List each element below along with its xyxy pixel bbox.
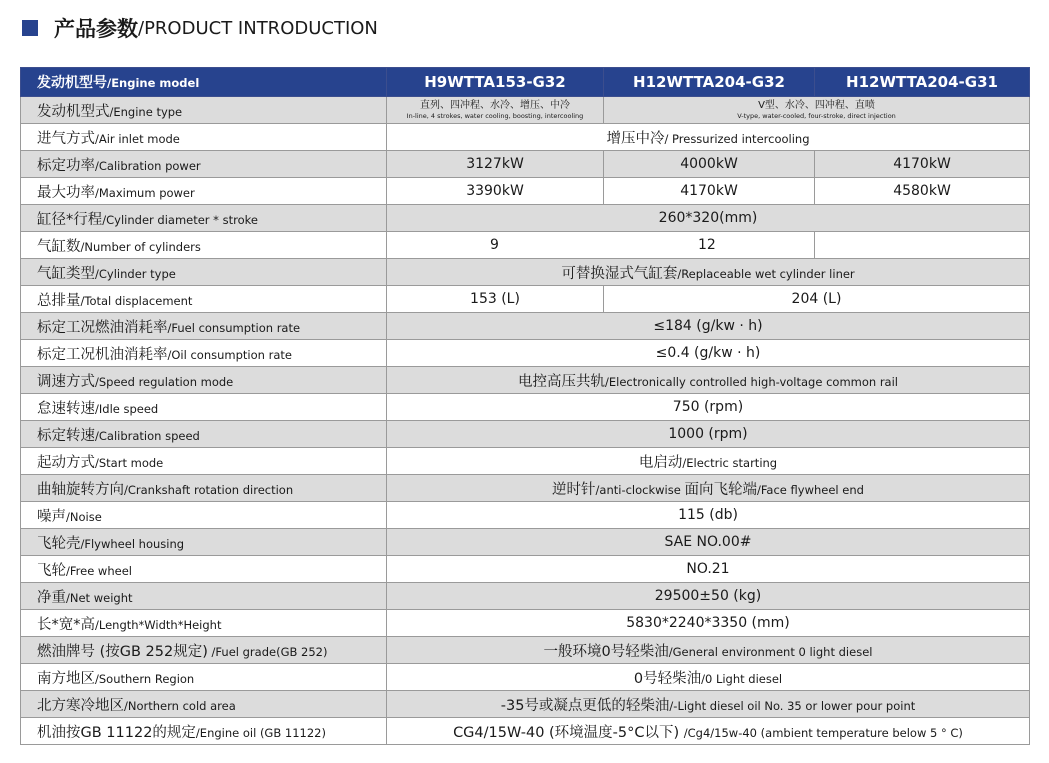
value-cn: 面向飞轮端	[684, 481, 757, 498]
value: 9	[490, 237, 499, 253]
label-cn: 标定工况燃油消耗率	[37, 319, 168, 336]
cell: ≤184 (g/kw · h)	[387, 313, 1030, 340]
table-row	[21, 394, 1030, 421]
row-label	[21, 286, 387, 313]
value-en: /Electronically controlled high-voltage common rail	[605, 374, 898, 389]
label-en: /Fuel consumption rate	[167, 320, 301, 335]
value-cn: 0号轻柴油	[633, 670, 702, 687]
value-cn: 增压中冷	[606, 130, 665, 147]
table-row	[21, 610, 1030, 637]
value-en: /-Light diesel oil No. 35 or lower pour point	[669, 698, 916, 713]
table-row	[21, 475, 1030, 502]
table-row	[21, 691, 1030, 718]
label-en: /Start mode	[95, 455, 164, 470]
value-cn: 电启动	[638, 454, 683, 471]
header-model-1: H9WTTA153-G32	[387, 68, 604, 97]
title-cn: 产品参数	[54, 17, 138, 41]
cell: 750 (rpm)	[387, 394, 1030, 421]
label-cn: 发动机型式	[37, 103, 110, 120]
label-cn: 曲轴旋转方向	[37, 481, 124, 498]
cell: 260*320(mm)	[387, 205, 1030, 232]
label-cn: 飞轮壳	[37, 535, 81, 552]
value: 12	[698, 237, 716, 253]
cell: ≤0.4 (g/kw · h)	[387, 340, 1030, 367]
value-en: In-line, 4 strokes, water cooling, boosting, intercooling	[406, 111, 584, 120]
label-cn: 机油按GB 11122的规定	[37, 724, 196, 741]
row-label	[21, 205, 387, 232]
label-en: /Flywheel housing	[80, 536, 185, 551]
value-en: /General environment 0 light diesel	[668, 644, 873, 659]
cell: 3127kW	[387, 151, 604, 178]
value-en: /Cg4/15w-40 (ambient temperature below 5 ° C)	[683, 725, 963, 740]
table-row	[21, 664, 1030, 691]
value-en: /0 Light diesel	[701, 671, 783, 686]
value-cn: 一般环境0号轻柴油	[543, 643, 669, 660]
table-row	[21, 205, 1030, 232]
title-en: /PRODUCT INTRODUCTION	[138, 17, 378, 39]
value-en: /anti-clockwise	[595, 482, 685, 497]
value-en: /Replaceable wet cylinder liner	[677, 266, 855, 281]
cell	[604, 97, 1030, 124]
label-en: /Speed regulation mode	[95, 374, 234, 389]
label-cn: 调速方式	[37, 373, 95, 390]
row-label	[21, 556, 387, 583]
table-row	[21, 556, 1030, 583]
value-en: / Pressurized intercooling	[664, 131, 810, 146]
cell	[387, 259, 1030, 286]
row-label	[21, 448, 387, 475]
cell: 4580kW	[815, 178, 1030, 205]
label-en: /Calibration speed	[95, 428, 200, 443]
cell: 4000kW	[604, 151, 815, 178]
row-label	[21, 637, 387, 664]
row-label	[21, 232, 387, 259]
table-row	[21, 502, 1030, 529]
label-en: /Idle speed	[95, 401, 159, 416]
table-row	[21, 151, 1030, 178]
header-label	[21, 68, 387, 97]
label-en: /Total displacement	[80, 293, 193, 308]
cell: 4170kW	[604, 178, 815, 205]
table-row	[21, 583, 1030, 610]
table-row	[21, 232, 1030, 259]
label-cn: 飞轮	[37, 562, 66, 579]
row-label	[21, 151, 387, 178]
header-label-en: /Engine model	[107, 76, 200, 90]
header-label-cn: 发动机型号	[37, 75, 107, 91]
value-cn: CG4/15W-40 (环境温度-5°C以下)	[453, 724, 684, 741]
value-cn: -35号或凝点更低的轻柴油	[500, 697, 670, 714]
header-model-3: H12WTTA204-G31	[815, 68, 1030, 97]
table-header-row	[21, 68, 1030, 97]
cell: 153 (L)	[387, 286, 604, 313]
square-bullet-icon	[22, 20, 38, 36]
label-en: /Air inlet mode	[95, 131, 180, 146]
label-cn: 缸径*行程	[37, 211, 103, 228]
label-en: /Length*Width*Height	[95, 617, 222, 632]
table-row	[21, 286, 1030, 313]
value-cn: V型、水冷、四冲程、直喷	[758, 99, 875, 111]
row-label	[21, 502, 387, 529]
label-cn: 气缸数	[37, 238, 81, 255]
row-label	[21, 394, 387, 421]
label-en: /Engine oil (GB 11122)	[195, 725, 326, 740]
section-header	[22, 14, 378, 42]
row-label	[21, 124, 387, 151]
label-en: /Southern Region	[95, 671, 195, 686]
label-en: /Oil consumption rate	[167, 347, 292, 362]
table-row	[21, 718, 1030, 745]
label-cn: 燃油牌号 (按GB 252规定)	[37, 643, 208, 660]
label-en: /Fuel grade(GB 252)	[207, 644, 328, 659]
header-model-2: H12WTTA204-G32	[604, 68, 815, 97]
label-cn: 标定工况机油消耗率	[37, 346, 168, 363]
label-cn: 长*宽*高	[37, 616, 95, 633]
label-cn: 南方地区	[37, 670, 95, 687]
label-en: /Number of cylinders	[80, 239, 201, 254]
cell: 115 (db)	[387, 502, 1030, 529]
cell	[387, 637, 1030, 664]
label-cn: 标定功率	[37, 157, 95, 174]
label-cn: 净重	[37, 589, 66, 606]
label-cn: 噪声	[37, 508, 66, 525]
row-label	[21, 664, 387, 691]
row-label	[21, 367, 387, 394]
value-en: V-type, water-cooled, four-stroke, direct injection	[737, 111, 896, 120]
cell	[387, 718, 1030, 745]
row-label	[21, 313, 387, 340]
value-cn: 可替换湿式气缸套	[561, 265, 678, 282]
label-cn: 气缸类型	[37, 265, 95, 282]
cell	[387, 448, 1030, 475]
cell	[387, 691, 1030, 718]
table-row	[21, 124, 1030, 151]
table-row	[21, 448, 1030, 475]
table-row	[21, 637, 1030, 664]
row-label	[21, 97, 387, 124]
cell: 3390kW	[387, 178, 604, 205]
value-en: /Face flywheel end	[756, 482, 864, 497]
cell	[387, 367, 1030, 394]
table-row	[21, 421, 1030, 448]
label-cn: 标定转速	[37, 427, 95, 444]
row-label	[21, 475, 387, 502]
spec-table	[20, 67, 1030, 745]
cell: 29500±50 (kg)	[387, 583, 1030, 610]
cell: 5830*2240*3350 (mm)	[387, 610, 1030, 637]
cell	[698, 232, 913, 259]
cell: SAE NO.00#	[387, 529, 1030, 556]
label-en: /Cylinder type	[95, 266, 176, 281]
row-label	[21, 178, 387, 205]
label-cn: 进气方式	[37, 130, 95, 147]
label-en: /Cylinder diameter * stroke	[102, 212, 258, 227]
table-row	[21, 367, 1030, 394]
row-label	[21, 529, 387, 556]
cell	[387, 97, 604, 124]
table-row	[21, 178, 1030, 205]
table-row	[21, 529, 1030, 556]
row-label	[21, 610, 387, 637]
table-row	[21, 340, 1030, 367]
value-cn: 逆时针	[552, 481, 596, 498]
label-en: /Crankshaft rotation direction	[124, 482, 294, 497]
label-en: /Noise	[66, 509, 102, 524]
row-label	[21, 583, 387, 610]
cell	[387, 124, 1030, 151]
row-label	[21, 259, 387, 286]
value-cn: 电控高压共轨	[518, 373, 605, 390]
table-row	[21, 97, 1030, 124]
cell: NO.21	[387, 556, 1030, 583]
label-cn: 怠速转速	[37, 400, 95, 417]
row-label	[21, 421, 387, 448]
label-en: /Free wheel	[66, 563, 132, 578]
cell	[387, 664, 1030, 691]
label-cn: 北方寒冷地区	[37, 697, 124, 714]
label-cn: 起动方式	[37, 454, 95, 471]
cell: 204 (L)	[604, 286, 1030, 313]
cell	[387, 475, 1030, 502]
label-en: /Net weight	[66, 590, 133, 605]
cell: 1000 (rpm)	[387, 421, 1030, 448]
row-label	[21, 718, 387, 745]
label-en: /Engine type	[109, 104, 183, 119]
row-label	[21, 340, 387, 367]
label-cn: 总排量	[37, 292, 81, 309]
label-cn: 最大功率	[37, 184, 95, 201]
value-en: /Electric starting	[682, 455, 778, 470]
table-row	[21, 313, 1030, 340]
label-en: /Northern cold area	[124, 698, 236, 713]
table-row	[21, 259, 1030, 286]
cell: 4170kW	[815, 151, 1030, 178]
row-label	[21, 691, 387, 718]
label-en: /Calibration power	[95, 158, 201, 173]
label-en: /Maximum power	[95, 185, 195, 200]
value-cn: 直列、四冲程、水冷、增压、中冷	[420, 99, 570, 111]
